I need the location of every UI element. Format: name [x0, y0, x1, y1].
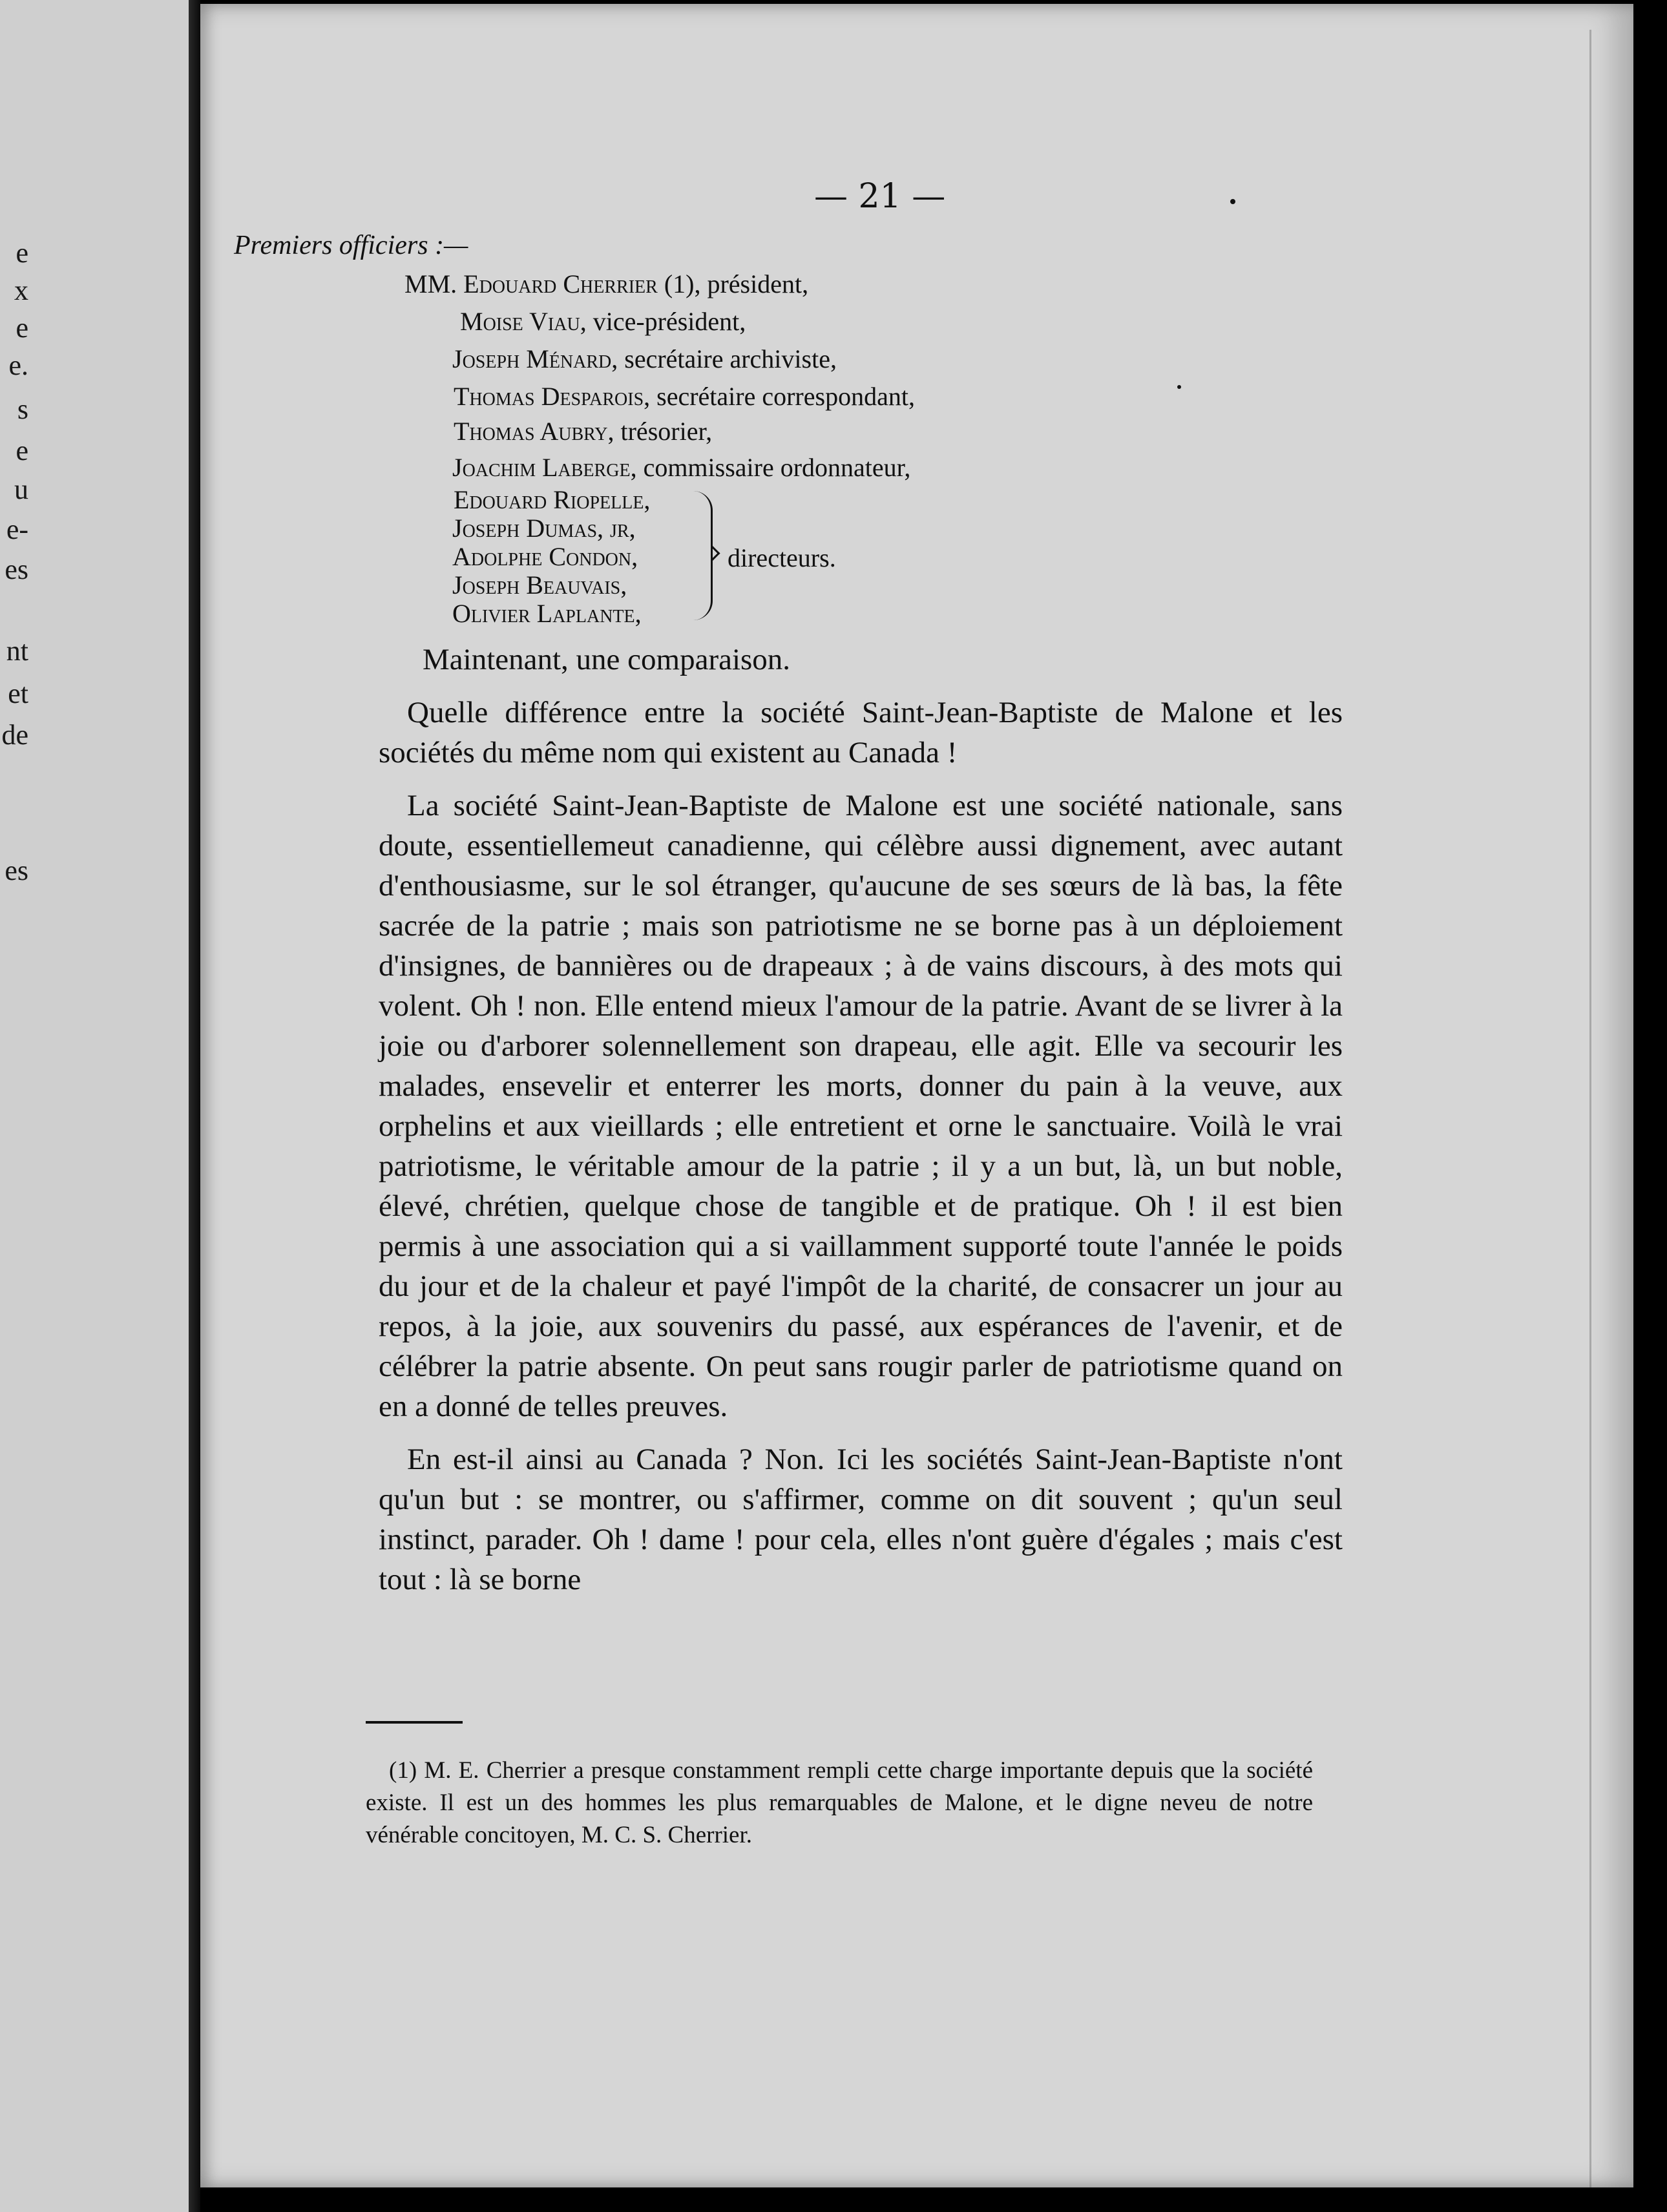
paragraph: En est-il ainsi au Canada ? Non. Ici les sociétés Saint-Jean-Baptiste n'ont qu'un but : se montrer, ou s'affirmer, comme on dit souvent ; qu'un seul instinct, parader. Oh ! dame ! pour cela, elles n'ont guère d'égales ; mais c'est tout : là se borne — [379, 1443, 1343, 1596]
officer-name: Thomas Desparois — [454, 382, 644, 411]
left-page-fragment: es — [5, 855, 28, 886]
officer-line: Joseph Ménard, secrétaire archiviste, — [452, 344, 837, 373]
left-page-fragment: et — [8, 678, 28, 709]
page-number: — 21 — — [814, 177, 946, 216]
officer-name: Moise Viau — [460, 307, 580, 336]
officer-name: Edouard Cherrier — [463, 269, 658, 298]
previous-page-strip — [0, 0, 189, 2212]
left-page-fragment: e — [16, 237, 28, 269]
left-page-fragment: de — [1, 719, 28, 751]
director-name: Edouard Riopelle, — [454, 485, 651, 514]
officers-heading: Premiers officiers :— — [234, 231, 468, 260]
left-page-fragment: nt — [6, 635, 28, 667]
officer-line: Thomas Desparois, secrétaire correspondant, — [454, 382, 915, 411]
paragraph: Maintenant, une comparaison. — [423, 643, 791, 676]
left-page-fragment: x — [14, 275, 28, 306]
left-page-fragment: e — [16, 435, 28, 466]
left-page-fragment: u — [14, 474, 28, 505]
officer-line: Moise Viau, vice-président, — [460, 307, 746, 336]
footnote-text: (1) M. E. Cherrier a presque constamment rempli cette charge importante depuis que la société existe. Il est un des hommes les plus remarquables de Malone, et le digne neveu de notre vénérable concitoyen, M. C. S. Cherrier. — [366, 1757, 1313, 1848]
officer-name: Thomas Aubry — [454, 417, 608, 446]
ink-speck — [1230, 199, 1235, 204]
book-gutter — [189, 0, 200, 2212]
footnote-rule — [366, 1721, 463, 1724]
officer-name: Joachim Laberge — [452, 453, 631, 482]
left-page-fragment: s — [17, 393, 28, 425]
director-name: Olivier Laplante, — [452, 599, 642, 628]
officer-line: Thomas Aubry, trésorier, — [454, 417, 713, 446]
ink-speck — [1177, 385, 1181, 389]
body-text — [379, 640, 1343, 1600]
paragraph: La société Saint-Jean-Baptiste de Malone est une société nationale, sans doute, essentiellemeut canadienne, qui célèbre aussi dignement, avec autant d'enthousiasme, sur le sol étranger, qu'aucune de ses sœurs de là bas, la fête sacrée de la patrie ; mais son patriotisme ne se borne pas à un déploiement d'insignes, de bannières ou de drapeaux ; à de vains discours, à des mots qui volent. Oh ! non. Elle entend mieux l'amour de la patrie. Avant de se livrer à la joie ou d'arborer solennellement son drapeau, elle agit. Elle va secourir les malades, ensevelir et enterrer les morts, donner du pain à la veuve, aux orphelins et aux vieillards ; elle entretient et orne le sanctuaire. Voilà le vrai patriotisme, le véritable amour de la patrie ; il y a un but, là, un but noble, élevé, chrétien, quelque chose de tangible et de pratique. Oh ! il est bien permis à une association qui a si vaillamment supporté toute l'année le poids du jour et de la chaleur et payé l'impôt de la charité, de consacrer un jour au repos, à la joie, aux souvenirs du passé, aux espérances de l'avenir, et de célébrer la patrie absente. On peut sans rougir parler de patriotisme quand on en a donné de telles preuves. — [379, 789, 1343, 1423]
page-edge — [1589, 30, 1650, 2187]
director-name: Joseph Dumas, jr, — [452, 514, 636, 543]
director-name: Joseph Beauvais, — [452, 570, 627, 600]
director-name: Adolphe Condon, — [452, 542, 638, 571]
paragraph: Quelle différence entre la société Saint-Jean-Baptiste de Malone et les sociétés du même nom qui existent au Canada ! — [379, 696, 1343, 769]
officer-line: Joachim Laberge, commissaire ordonnateur, — [452, 453, 911, 482]
left-page-fragment: es — [5, 554, 28, 585]
left-page-fragment: e — [16, 312, 28, 344]
directors-label: directeurs. — [728, 543, 836, 572]
left-page-fragment: e. — [8, 350, 28, 381]
officer-name: Joseph Ménard — [452, 344, 612, 373]
left-page-fragment: e- — [6, 514, 28, 545]
officer-line: MM. Edouard Cherrier (1), président, — [404, 269, 809, 298]
footnote — [366, 1755, 1313, 1852]
